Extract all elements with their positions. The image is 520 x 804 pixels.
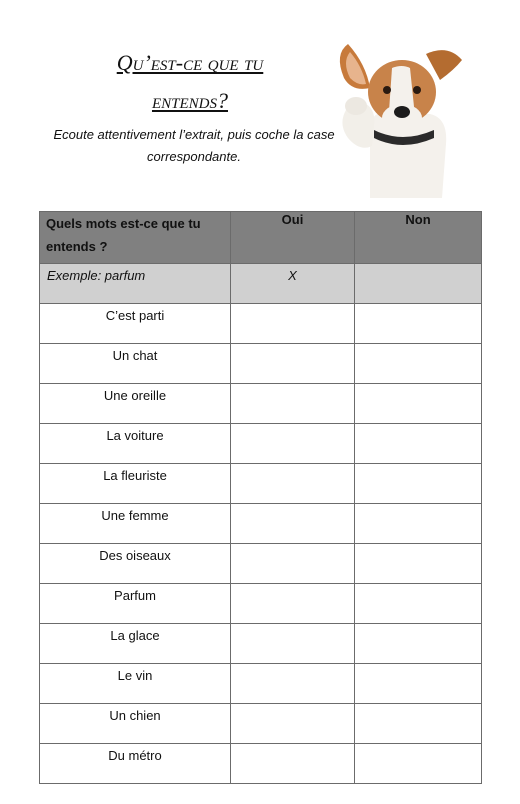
non-checkbox-cell[interactable] xyxy=(355,504,482,544)
worksheet-title xyxy=(40,44,340,120)
title-line-2: entends? xyxy=(151,88,228,113)
header-oui: Oui xyxy=(231,212,355,264)
word-cell: Un chien xyxy=(40,704,231,744)
word-cell: Parfum xyxy=(40,584,231,624)
word-cell: Du métro xyxy=(40,744,231,784)
example-oui-cell: X xyxy=(231,264,355,304)
word-cell: Un chat xyxy=(40,344,231,384)
table-row xyxy=(40,504,482,544)
table-row xyxy=(40,344,482,384)
table-row xyxy=(40,424,482,464)
table-row xyxy=(40,704,482,744)
oui-checkbox-cell[interactable] xyxy=(231,704,355,744)
table-row xyxy=(40,384,482,424)
word-cell: Une femme xyxy=(40,504,231,544)
word-cell: La voiture xyxy=(40,424,231,464)
oui-checkbox-cell[interactable] xyxy=(231,664,355,704)
non-checkbox-cell[interactable] xyxy=(355,424,482,464)
oui-checkbox-cell[interactable] xyxy=(231,464,355,504)
oui-checkbox-cell[interactable] xyxy=(231,384,355,424)
oui-checkbox-cell[interactable] xyxy=(231,584,355,624)
instruction-text: Ecoute attentivement l’extrait, puis coche la case correspondante. xyxy=(53,127,335,164)
non-checkbox-cell[interactable] xyxy=(355,304,482,344)
non-checkbox-cell[interactable] xyxy=(355,544,482,584)
title-line-1: Qu’est-ce que tu xyxy=(116,50,264,75)
oui-checkbox-cell[interactable] xyxy=(231,504,355,544)
non-checkbox-cell[interactable] xyxy=(355,584,482,624)
non-checkbox-cell[interactable] xyxy=(355,624,482,664)
table-row xyxy=(40,664,482,704)
word-cell: Une oreille xyxy=(40,384,231,424)
word-cell: C’est parti xyxy=(40,304,231,344)
non-checkbox-cell[interactable] xyxy=(355,344,482,384)
oui-checkbox-cell[interactable] xyxy=(231,344,355,384)
word-checklist-table xyxy=(39,211,482,784)
table-row xyxy=(40,584,482,624)
word-cell: La glace xyxy=(40,624,231,664)
header-words: Quels mots est-ce que tu entends ? xyxy=(40,212,231,264)
word-cell: La fleuriste xyxy=(40,464,231,504)
oui-checkbox-cell[interactable] xyxy=(231,744,355,784)
oui-checkbox-cell[interactable] xyxy=(231,424,355,464)
non-checkbox-cell[interactable] xyxy=(355,384,482,424)
non-checkbox-cell[interactable] xyxy=(355,664,482,704)
oui-checkbox-cell[interactable] xyxy=(231,304,355,344)
word-cell: Le vin xyxy=(40,664,231,704)
non-checkbox-cell[interactable] xyxy=(355,464,482,504)
example-non-cell xyxy=(355,264,482,304)
table-row xyxy=(40,464,482,504)
example-word: Exemple: parfum xyxy=(40,264,231,304)
table-row xyxy=(40,744,482,784)
non-checkbox-cell[interactable] xyxy=(355,744,482,784)
oui-checkbox-cell[interactable] xyxy=(231,624,355,664)
table-row xyxy=(40,544,482,584)
non-checkbox-cell[interactable] xyxy=(355,704,482,744)
table-row xyxy=(40,304,482,344)
dog-listening-image xyxy=(330,34,470,198)
oui-checkbox-cell[interactable] xyxy=(231,544,355,584)
word-cell: Des oiseaux xyxy=(40,544,231,584)
table-row xyxy=(40,624,482,664)
example-row xyxy=(40,264,482,304)
header-non: Non xyxy=(355,212,482,264)
